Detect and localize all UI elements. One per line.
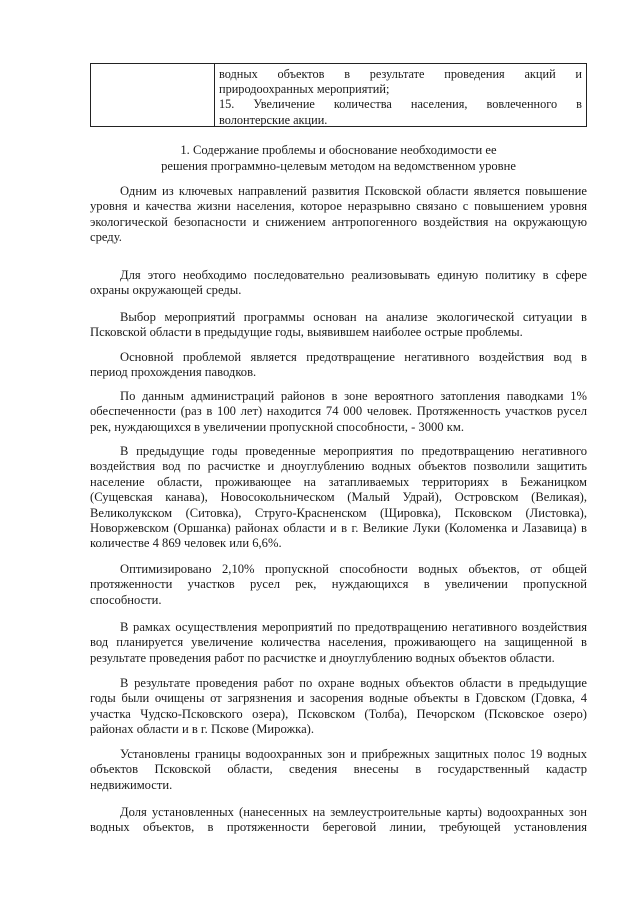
section-heading <box>90 143 587 174</box>
table-fragment <box>90 63 587 127</box>
paragraph-line: Псковской области в предыдущие годы, выявившем наиболее острые проблемы. <box>90 325 523 340</box>
table-column-divider <box>214 64 215 126</box>
paragraph-line: Основной проблемой является предотвращение негативного воздействия вод в <box>120 350 587 364</box>
paragraph-line: годы были очищены от загрязнения и засорения водные объекты в Гдовском (Гдовка, 4 <box>90 691 587 706</box>
paragraph <box>90 389 587 435</box>
paragraph-line: Новоржевском (Оршанка) районах области и в г. Великие Луки (Коломенка и Лазавица) в <box>90 521 587 536</box>
paragraph-line: Великолукском (Ситовка), Струго-Красненском (Щировка), Псковском (Листовка), <box>90 505 587 520</box>
paragraph-line: (Сущевская канава), Новосокольническом (Малый Удрай), Островском (Великая), <box>90 490 587 505</box>
paragraph-line: результате проведения работ по расчистке и дноуглублению водных объектов области. <box>90 650 555 665</box>
paragraph <box>90 350 587 381</box>
paragraph <box>90 184 587 246</box>
paragraph-line: водных объектов, в протяженности береговой линии, требующей установления <box>90 820 587 835</box>
paragraph <box>90 562 587 608</box>
paragraph-line: В рамках осуществления мероприятий по предотвращению негативного воздействия <box>120 620 587 634</box>
paragraph-line: В результате проведения работ по охране водных объектов области в предыдущие <box>120 676 587 690</box>
table-line: водных объектов в результате проведения акций и <box>219 67 582 81</box>
paragraph-line: Установлены границы водоохранных зон и прибрежных защитных полос 19 водных <box>120 747 587 761</box>
paragraph-line: экологической безопасности и снижением антропогенного воздействия на окружающую <box>90 214 587 229</box>
paragraph-line: обеспеченности (раз в 100 лет) находится 74 000 человек. Протяженность участков русел <box>90 404 587 419</box>
paragraph-line: охраны окружающей среды. <box>90 283 242 298</box>
paragraph-line: недвижимости. <box>90 777 173 792</box>
paragraph-line: период прохождения паводков. <box>90 365 257 380</box>
table-line: волонтерские акции. <box>219 112 328 127</box>
paragraph <box>90 620 587 666</box>
section-heading-line2: решения программно-целевым методом на ведомственном уровне <box>161 158 516 173</box>
paragraph <box>90 676 587 738</box>
paragraph <box>90 444 587 552</box>
paragraph-line: количестве 4 869 человек или 6,6%. <box>90 536 282 551</box>
paragraph-line: население области, проживающее на затапливаемых территориях в Бежаницком <box>90 474 587 489</box>
section-heading-line1: 1. Содержание проблемы и обоснование необходимости ее <box>180 143 497 157</box>
paragraph-line: Оптимизировано 2,10% пропускной способности водных объектов, от общей <box>120 562 587 576</box>
table-cell-text <box>219 67 582 128</box>
paragraph <box>90 805 587 836</box>
paragraph-line: способности. <box>90 592 162 607</box>
paragraph-line: вод планируется увеличение количества населения, проживающего на защищенной в <box>90 635 587 650</box>
paragraph-line: Доля установленных (нанесенных на землеустроительные карты) водоохранных зон <box>120 805 587 819</box>
paragraph-line: Одним из ключевых направлений развития Псковской области является повышение <box>120 184 587 198</box>
paragraph-line: среду. <box>90 230 122 245</box>
paragraph-line: объектов Псковской области, сведения внесены в государственный кадастр <box>90 762 587 777</box>
paragraph-line: рек, нуждающихся в увеличении пропускной способности, - 3000 км. <box>90 419 464 434</box>
table-line: природоохранных мероприятий; <box>219 82 390 97</box>
paragraph-line: Для этого необходимо последовательно реализовывать единую политику в сфере <box>120 268 587 282</box>
paragraph-line: протяженности участков русел рек, нуждающихся в увеличении пропускной <box>90 577 587 592</box>
paragraph <box>90 310 587 341</box>
paragraph-line: В предыдущие годы проведенные мероприятия по предотвращению негативного <box>120 444 587 458</box>
paragraph <box>90 747 587 793</box>
paragraph-line: районах области и в г. Пскове (Мирожка). <box>90 722 315 737</box>
paragraph-line: воздействия вод по расчистке и дноуглублению водных объектов позволили защитить <box>90 459 587 474</box>
table-line: 15. Увеличение количества населения, вовлеченного в <box>219 97 582 112</box>
paragraph <box>90 268 587 299</box>
paragraph-line: Выбор мероприятий программы основан на анализе экологической ситуации в <box>120 310 587 324</box>
paragraph-line: уровня и качества жизни населения, которое неразрывно связано с повышением уровня <box>90 199 587 214</box>
paragraph-line: По данным администраций районов в зоне вероятного затопления паводками 1% <box>120 389 587 403</box>
paragraph-line: участка Чудско-Псковского озера), Псковском (Толба), Печорском (Псковское озеро) <box>90 706 587 721</box>
